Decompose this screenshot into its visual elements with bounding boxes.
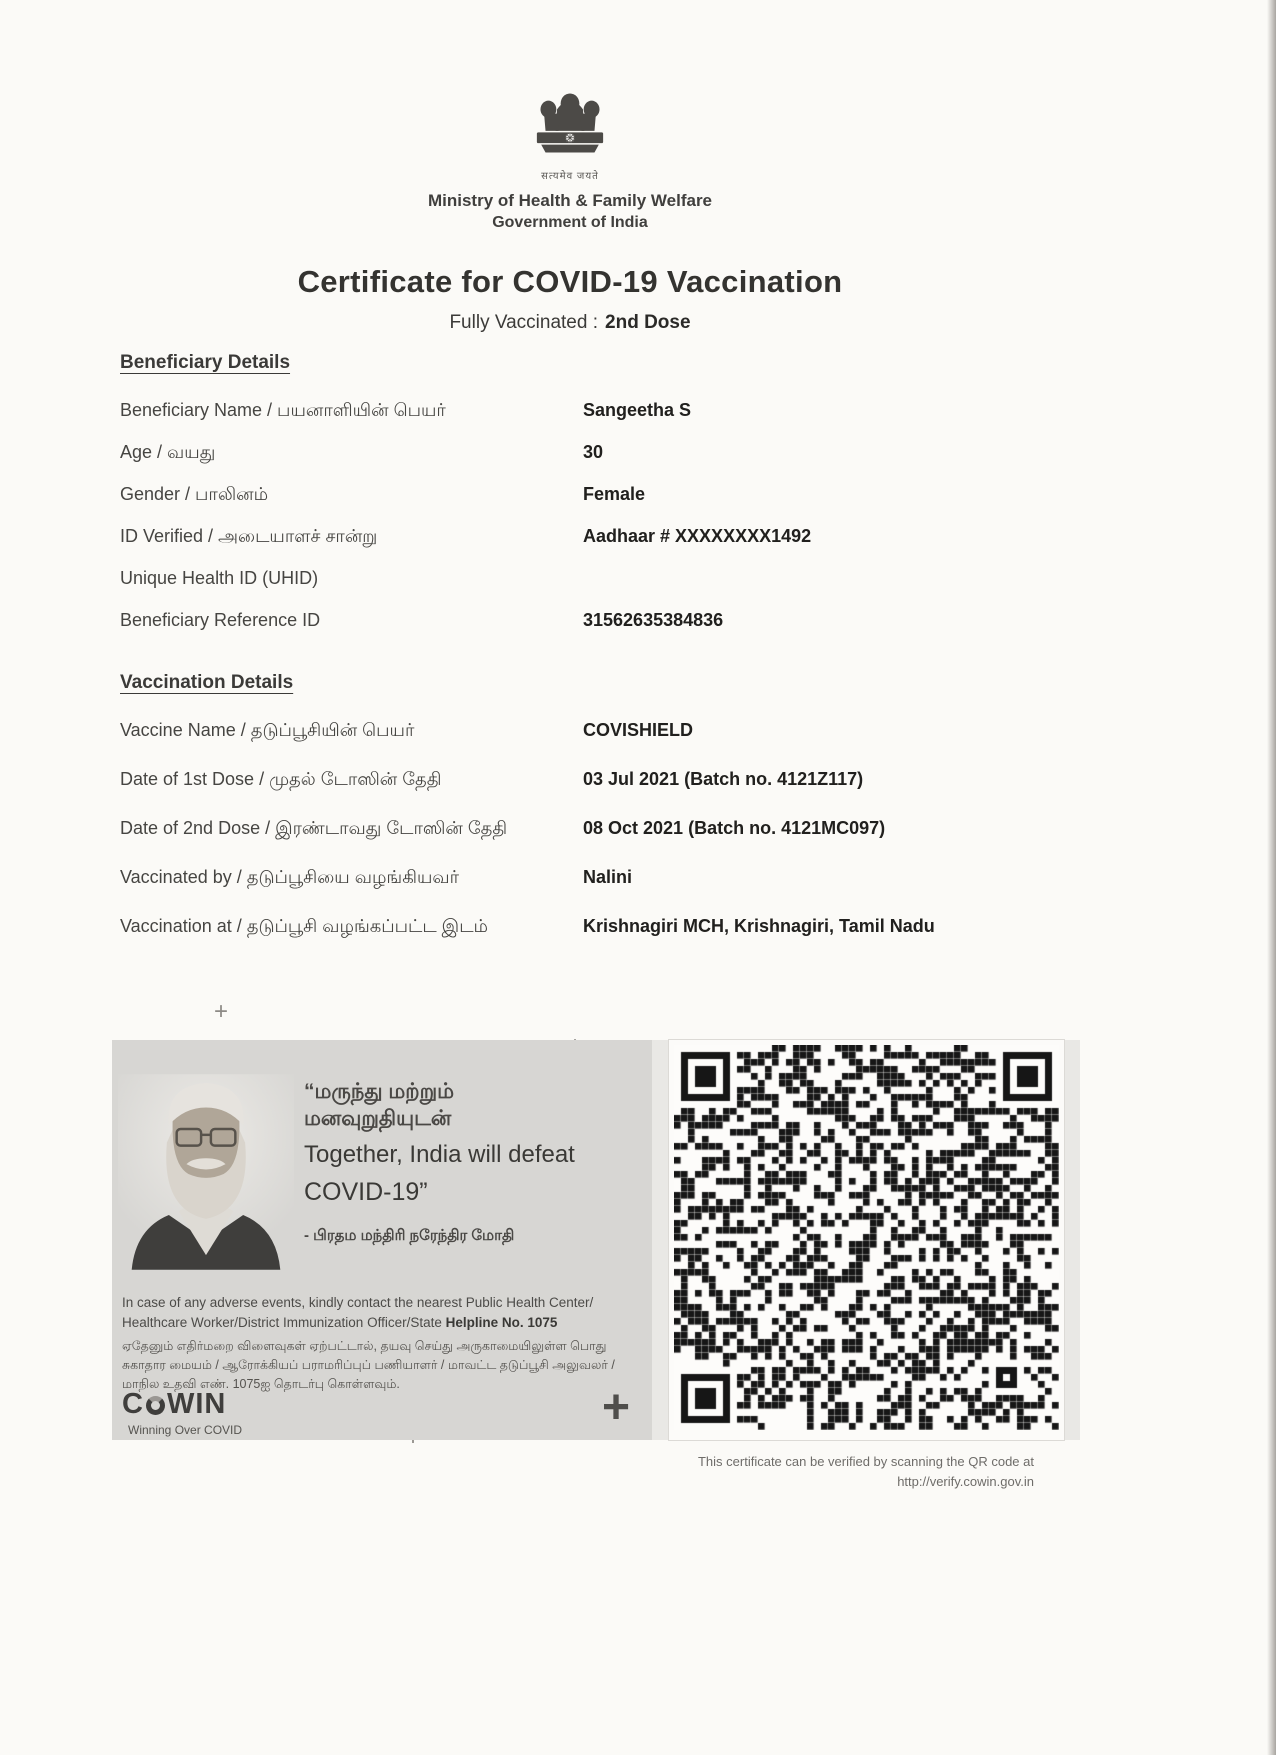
header bbox=[0, 84, 1140, 232]
detail-label: Date of 2nd Dose / இரண்டாவது டோஸின் தேதி bbox=[120, 818, 508, 838]
footer-banner bbox=[112, 1040, 1080, 1440]
cowin-o-icon bbox=[146, 1396, 165, 1415]
detail-value: 08 Oct 2021 (Batch no. 4121MC097) bbox=[583, 818, 886, 838]
detail-value: Aadhaar # XXXXXXXX1492 bbox=[583, 526, 812, 546]
helpline-number: Helpline No. 1075 bbox=[445, 1314, 558, 1330]
detail-label: Vaccine Name / தடுப்பூசியின் பெயர் bbox=[120, 720, 415, 740]
qr-verification-caption bbox=[648, 1452, 1034, 1491]
verification-text: This certificate can be verified by scanning the QR code at bbox=[697, 1454, 1034, 1469]
vaccination-status-prefix: Fully Vaccinated : bbox=[449, 312, 599, 333]
beneficiary-details-section bbox=[120, 352, 1080, 652]
detail-row bbox=[120, 867, 1080, 916]
detail-row bbox=[120, 818, 1080, 867]
adverse-events-notice-ta: ஏதேனும் எதிர்மறை விளைவுகள் ஏற்பட்டால், தயவு செய்து அருகாமையிலுள்ள பொது சுகாதார மையம் / ஆரோக்கியப் பராமரிப்புப் பணியாளர் / மாவட்ட தடுப்பூசி அலுவலர் / மாநில உதவி எண். 1075ஐ தொடர்பு கொள்ளவும். bbox=[122, 1339, 615, 1391]
pm-quote bbox=[304, 1078, 644, 1246]
emblem-motto: सत्यमेव जयते bbox=[541, 171, 599, 182]
detail-label: ID Verified / அடையாளச் சான்று bbox=[120, 526, 378, 546]
india-national-emblem-icon bbox=[534, 84, 606, 162]
detail-row bbox=[120, 442, 1080, 484]
detail-row bbox=[120, 769, 1080, 818]
vaccination-details-section bbox=[120, 672, 1080, 965]
quote-english-line1: Together, India will defeat bbox=[304, 1140, 575, 1168]
detail-label: Vaccination at / தடுப்பூசி வழங்கப்பட்ட இடம் bbox=[120, 916, 488, 936]
cowin-logo bbox=[122, 1390, 242, 1437]
cowin-wordmark bbox=[122, 1390, 242, 1419]
verification-url: http://verify.cowin.gov.in bbox=[897, 1473, 1034, 1489]
banner-left-panel bbox=[112, 1040, 652, 1440]
scan-edge-shadow bbox=[1267, 0, 1276, 1755]
plus-decoration-icon bbox=[602, 1380, 630, 1435]
detail-row bbox=[120, 610, 1080, 652]
detail-value: Female bbox=[583, 484, 646, 504]
certificate-title: Certificate for COVID-19 Vaccination bbox=[297, 264, 843, 299]
pm-modi-photo bbox=[118, 1074, 294, 1270]
adverse-events-text: In case of any adverse events, kindly contact the nearest Public Health Center/ Healthcare Worker/District Immunization Officer/State bbox=[122, 1295, 594, 1330]
detail-row bbox=[120, 484, 1080, 526]
beneficiary-section-title: Beneficiary Details bbox=[120, 352, 291, 373]
qr-code-frame bbox=[669, 1040, 1064, 1440]
vaccination-section-title: Vaccination Details bbox=[120, 672, 294, 693]
detail-label: Beneficiary Reference ID bbox=[120, 610, 321, 630]
qr-panel bbox=[652, 1040, 1080, 1440]
detail-label: Gender / பாலினம் bbox=[120, 484, 269, 504]
cowin-tagline: Winning Over COVID bbox=[128, 1423, 243, 1437]
detail-label: Date of 1st Dose / முதல் டோஸின் தேதி bbox=[120, 769, 442, 789]
detail-row bbox=[120, 526, 1080, 568]
detail-value: Krishnagiri MCH, Krishnagiri, Tamil Nadu bbox=[583, 916, 935, 936]
detail-value: Nalini bbox=[583, 867, 633, 887]
vaccination-status bbox=[0, 312, 1140, 334]
detail-value: 31562635384836 bbox=[583, 610, 724, 630]
cowin-letters-win: WIN bbox=[166, 1388, 227, 1420]
qr-code bbox=[674, 1045, 1059, 1430]
ministry-name: Ministry of Health & Family Welfare bbox=[427, 191, 713, 210]
detail-value: 03 Jul 2021 (Batch no. 4121Z117) bbox=[583, 769, 864, 789]
adverse-events-notice-en bbox=[122, 1293, 646, 1332]
detail-value: Sangeetha S bbox=[583, 400, 692, 420]
quote-tamil-line1: “மருந்து மற்றும் bbox=[304, 1080, 455, 1103]
plus-decoration-icon bbox=[214, 998, 228, 1026]
government-name: Government of India bbox=[492, 214, 648, 231]
detail-label: Unique Health ID (UHID) bbox=[120, 568, 319, 588]
cowin-letter-c: C bbox=[122, 1388, 144, 1420]
quote-english-line2: COVID-19” bbox=[304, 1177, 428, 1206]
detail-label: Age / வயது bbox=[120, 442, 216, 462]
detail-row bbox=[120, 568, 1080, 610]
detail-value: 30 bbox=[583, 442, 604, 462]
dose-number: 2nd Dose bbox=[605, 312, 691, 333]
vaccination-rows bbox=[120, 720, 1080, 965]
detail-label: Vaccinated by / தடுப்பூசியை வழங்கியவர் bbox=[120, 867, 460, 887]
detail-value: COVISHIELD bbox=[583, 720, 694, 740]
beneficiary-rows bbox=[120, 400, 1080, 652]
detail-row bbox=[120, 916, 1080, 965]
detail-row bbox=[120, 400, 1080, 442]
quote-tamil-line2: மனவுறுதியுடன் bbox=[304, 1107, 452, 1131]
detail-row bbox=[120, 720, 1080, 769]
quote-attribution: - பிரதம மந்திரி நரேந்திர மோதி bbox=[304, 1226, 515, 1244]
detail-label: Beneficiary Name / பயனாளியின் பெயர் bbox=[120, 400, 446, 420]
